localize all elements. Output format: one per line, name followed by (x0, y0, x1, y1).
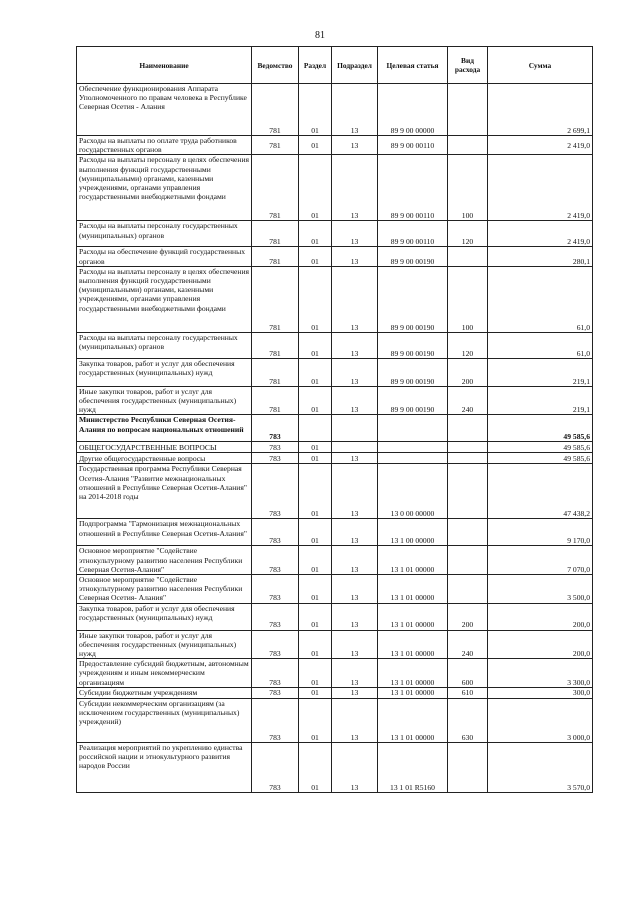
cell-sum: 200,0 (488, 630, 593, 659)
cell-type: 120 (448, 332, 488, 358)
cell-target: 13 0 00 00000 (378, 464, 448, 519)
cell-section: 01 (299, 221, 332, 247)
table-row (77, 519, 593, 546)
header-target: Целевая статья (378, 47, 448, 84)
cell-type (448, 84, 488, 136)
cell-section: 01 (299, 442, 332, 453)
table-row (77, 698, 593, 742)
cell-subsection: 13 (332, 575, 378, 604)
cell-dept: 783 (252, 698, 299, 742)
cell-name: Расходы на обеспечение функций государственных органов (77, 247, 252, 266)
cell-subsection: 13 (332, 266, 378, 332)
cell-name: Министерство Республики Северная Осетия-Алания по вопросам национальных отношений (77, 415, 252, 442)
cell-section: 01 (299, 453, 332, 464)
cell-name: Иные закупки товаров, работ и услуг для обеспечения государственных (муниципальных) нужд (77, 386, 252, 415)
cell-target: 13 1 01 00000 (378, 659, 448, 688)
cell-name: Основное мероприятие "Содействие этнокультурному развитию населения Республики Северная Осетия- Алания" (77, 575, 252, 604)
cell-subsection: 13 (332, 603, 378, 630)
table-row (77, 358, 593, 386)
cell-dept: 783 (252, 603, 299, 630)
cell-target: 13 1 01 00000 (378, 546, 448, 575)
cell-section: 01 (299, 136, 332, 155)
cell-target: 89 9 00 00190 (378, 266, 448, 332)
cell-dept: 783 (252, 687, 299, 698)
cell-sum: 2 419,0 (488, 221, 593, 247)
cell-dept: 783 (252, 464, 299, 519)
cell-sum: 49 585,6 (488, 415, 593, 442)
cell-subsection: 13 (332, 358, 378, 386)
cell-type (448, 575, 488, 604)
cell-sum: 300,0 (488, 687, 593, 698)
cell-target (378, 442, 448, 453)
table-row (77, 546, 593, 575)
cell-dept: 783 (252, 415, 299, 442)
table-row (77, 332, 593, 358)
cell-target: 13 1 01 00000 (378, 630, 448, 659)
cell-dept: 783 (252, 575, 299, 604)
table-row (77, 603, 593, 630)
table-row (77, 221, 593, 247)
page-number: 81 (315, 30, 325, 41)
cell-target: 89 9 00 00190 (378, 358, 448, 386)
cell-sum: 3 300,0 (488, 659, 593, 688)
table-row (77, 266, 593, 332)
cell-subsection: 13 (332, 687, 378, 698)
table-header-row (77, 47, 593, 84)
cell-subsection: 13 (332, 659, 378, 688)
cell-section: 01 (299, 687, 332, 698)
cell-section: 01 (299, 742, 332, 792)
cell-name: Расходы на выплаты по оплате труда работников государственных органов (77, 136, 252, 155)
cell-target: 89 9 00 00000 (378, 84, 448, 136)
table-body (77, 84, 593, 793)
table-row (77, 442, 593, 453)
table-row (77, 464, 593, 519)
cell-sum: 280,1 (488, 247, 593, 266)
cell-section: 01 (299, 358, 332, 386)
cell-type: 200 (448, 603, 488, 630)
cell-type: 120 (448, 221, 488, 247)
cell-target (378, 453, 448, 464)
cell-section: 01 (299, 84, 332, 136)
cell-target (378, 415, 448, 442)
cell-name: Расходы на выплаты персоналу государственных (муниципальных) органов (77, 332, 252, 358)
cell-sum: 2 419,0 (488, 136, 593, 155)
cell-target: 89 9 00 00110 (378, 221, 448, 247)
cell-subsection: 13 (332, 386, 378, 415)
cell-section: 01 (299, 332, 332, 358)
cell-sum: 61,0 (488, 332, 593, 358)
cell-sum: 61,0 (488, 266, 593, 332)
cell-name: Реализация мероприятий по укреплению единства российской нации и этнокультурного развития народов России (77, 742, 252, 792)
cell-subsection: 13 (332, 546, 378, 575)
cell-type: 100 (448, 155, 488, 221)
cell-subsection: 13 (332, 221, 378, 247)
cell-sum: 200,0 (488, 603, 593, 630)
cell-sum: 3 000,0 (488, 698, 593, 742)
cell-type: 100 (448, 266, 488, 332)
cell-type: 630 (448, 698, 488, 742)
cell-name: Основное мероприятие "Содействие этнокультурному развитию населения Республики Северная Осетия-Алания" (77, 546, 252, 575)
table-row (77, 386, 593, 415)
cell-type (448, 742, 488, 792)
cell-sum: 2 419,0 (488, 155, 593, 221)
cell-target: 89 9 00 00190 (378, 386, 448, 415)
cell-target: 89 9 00 00190 (378, 247, 448, 266)
header-name: Наименование (77, 47, 252, 84)
cell-subsection: 13 (332, 155, 378, 221)
header-type: Вид расхода (448, 47, 488, 84)
cell-name: Обеспечение функционирования Аппарата Уполномоченного по правам человека в Республике Северная Осетия - Алания (77, 84, 252, 136)
cell-type (448, 519, 488, 546)
cell-dept: 781 (252, 266, 299, 332)
cell-name: Расходы на выплаты персоналу в целях обеспечения выполнения функций государственными (муниципальными) органами, казенными учреждениями, органами управления государственными внебюджетными фондами (77, 155, 252, 221)
cell-subsection: 13 (332, 84, 378, 136)
cell-type (448, 247, 488, 266)
cell-target: 13 1 01 00000 (378, 698, 448, 742)
table-row (77, 687, 593, 698)
cell-dept: 781 (252, 221, 299, 247)
cell-sum: 7 070,0 (488, 546, 593, 575)
cell-subsection (332, 442, 378, 453)
cell-target: 89 9 00 00110 (378, 136, 448, 155)
cell-section: 01 (299, 519, 332, 546)
cell-name: ОБЩЕГОСУДАРСТВЕННЫЕ ВОПРОСЫ (77, 442, 252, 453)
cell-name: Закупка товаров, работ и услуг для обеспечения государственных (муниципальных) нужд (77, 358, 252, 386)
cell-section: 01 (299, 266, 332, 332)
cell-sum: 9 170,0 (488, 519, 593, 546)
table-row (77, 84, 593, 136)
cell-type (448, 415, 488, 442)
cell-dept: 781 (252, 386, 299, 415)
cell-dept: 783 (252, 442, 299, 453)
cell-type: 600 (448, 659, 488, 688)
cell-subsection: 13 (332, 332, 378, 358)
cell-section: 01 (299, 247, 332, 266)
cell-subsection (332, 415, 378, 442)
cell-type (448, 442, 488, 453)
cell-target: 13 1 01 R5160 (378, 742, 448, 792)
cell-name: Государственная программа Республики Северная Осетия-Алания "Развитие межнациональных отношений в Республике Северная Осетия-Алания" на 2014-2018 годы (77, 464, 252, 519)
cell-name: Закупка товаров, работ и услуг для обеспечения государственных (муниципальных) нужд (77, 603, 252, 630)
cell-type (448, 546, 488, 575)
cell-type (448, 136, 488, 155)
cell-section: 01 (299, 603, 332, 630)
table-row (77, 415, 593, 442)
cell-dept: 781 (252, 332, 299, 358)
table-row (77, 575, 593, 604)
cell-subsection: 13 (332, 464, 378, 519)
cell-name: Иные закупки товаров, работ и услуг для обеспечения государственных (муниципальных) нужд (77, 630, 252, 659)
cell-section: 01 (299, 659, 332, 688)
table-row (77, 453, 593, 464)
cell-dept: 783 (252, 546, 299, 575)
cell-dept: 783 (252, 519, 299, 546)
cell-section: 01 (299, 386, 332, 415)
cell-section: 01 (299, 698, 332, 742)
cell-sum: 3 500,0 (488, 575, 593, 604)
cell-target: 89 9 00 00190 (378, 332, 448, 358)
cell-type (448, 464, 488, 519)
cell-dept: 783 (252, 453, 299, 464)
cell-dept: 781 (252, 358, 299, 386)
cell-target: 13 1 01 00000 (378, 603, 448, 630)
cell-subsection: 13 (332, 247, 378, 266)
header-dept: Ведомство (252, 47, 299, 84)
cell-section: 01 (299, 155, 332, 221)
cell-type (448, 453, 488, 464)
cell-target: 89 9 00 00110 (378, 155, 448, 221)
cell-name: Подпрограмма "Гармонизация межнациональных отношений в Республике Северная Осетия-Алания" (77, 519, 252, 546)
cell-section: 01 (299, 630, 332, 659)
cell-name: Субсидии некоммерческим организациям (за исключением государственных (муниципальных) учреждений) (77, 698, 252, 742)
cell-target: 13 1 01 00000 (378, 575, 448, 604)
cell-dept: 781 (252, 84, 299, 136)
cell-type: 240 (448, 386, 488, 415)
cell-name: Другие общегосударственные вопросы (77, 453, 252, 464)
table-row (77, 630, 593, 659)
cell-sum: 49 585,6 (488, 453, 593, 464)
cell-dept: 783 (252, 630, 299, 659)
cell-dept: 781 (252, 155, 299, 221)
cell-sum: 3 570,0 (488, 742, 593, 792)
cell-sum: 2 699,1 (488, 84, 593, 136)
cell-section (299, 415, 332, 442)
cell-dept: 781 (252, 247, 299, 266)
budget-table (76, 46, 593, 793)
table-row (77, 247, 593, 266)
cell-dept: 781 (252, 136, 299, 155)
cell-subsection: 13 (332, 519, 378, 546)
cell-type: 610 (448, 687, 488, 698)
cell-name: Расходы на выплаты персоналу в целях обеспечения выполнения функций государственными (муниципальными) органами, казенными учреждениями, органами управления государственными внебюджетными фондами (77, 266, 252, 332)
header-section: Раздел (299, 47, 332, 84)
cell-target: 13 1 01 00000 (378, 687, 448, 698)
cell-name: Расходы на выплаты персоналу государственных (муниципальных) органов (77, 221, 252, 247)
table-row (77, 136, 593, 155)
cell-subsection: 13 (332, 742, 378, 792)
cell-subsection: 13 (332, 136, 378, 155)
cell-name: Предоставление субсидий бюджетным, автономным учреждениям и иным некоммерческим организациям (77, 659, 252, 688)
table-row (77, 742, 593, 792)
cell-subsection: 13 (332, 698, 378, 742)
cell-dept: 783 (252, 659, 299, 688)
cell-sum: 219,1 (488, 386, 593, 415)
cell-subsection: 13 (332, 453, 378, 464)
cell-sum: 219,1 (488, 358, 593, 386)
cell-dept: 783 (252, 742, 299, 792)
table-row (77, 659, 593, 688)
cell-section: 01 (299, 464, 332, 519)
table-row (77, 155, 593, 221)
cell-sum: 49 585,6 (488, 442, 593, 453)
cell-subsection: 13 (332, 630, 378, 659)
cell-type: 240 (448, 630, 488, 659)
cell-name: Субсидии бюджетным учреждениям (77, 687, 252, 698)
header-sum: Сумма (488, 47, 593, 84)
cell-section: 01 (299, 546, 332, 575)
cell-sum: 47 438,2 (488, 464, 593, 519)
cell-section: 01 (299, 575, 332, 604)
cell-target: 13 1 00 00000 (378, 519, 448, 546)
header-subsection: Подраздел (332, 47, 378, 84)
cell-type: 200 (448, 358, 488, 386)
